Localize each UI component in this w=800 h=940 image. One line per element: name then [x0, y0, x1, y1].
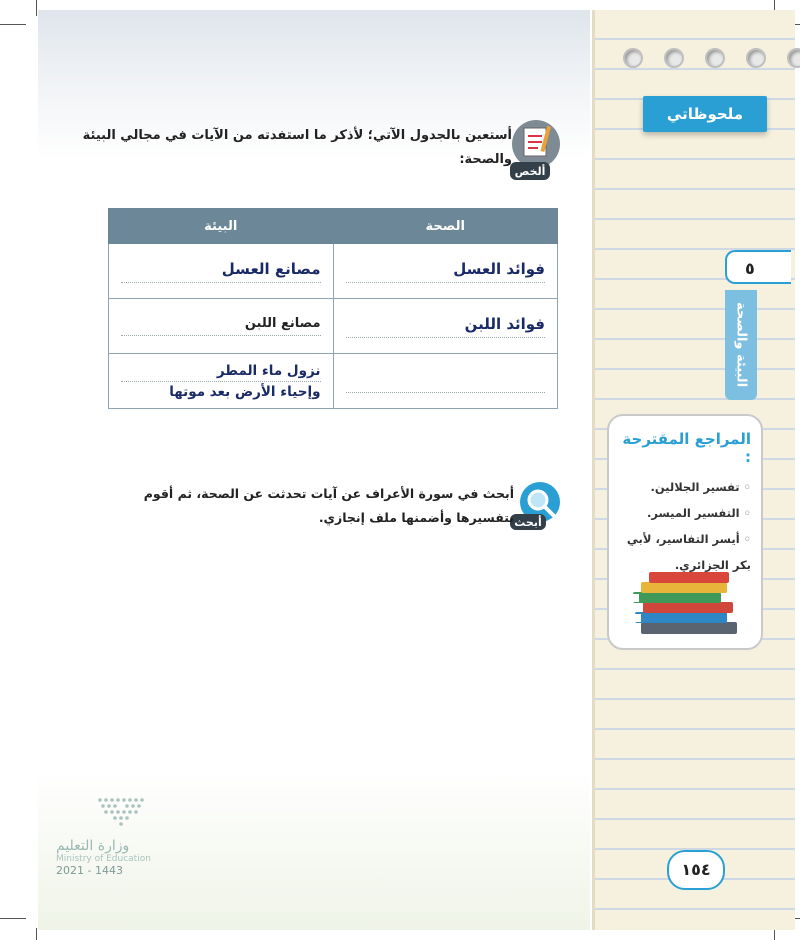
table-cell	[109, 299, 334, 354]
summarize-instruction: أستعين بالجدول الآتي؛ لأذكر ما استفدته من الآيات في مجالي البيئة والصحة:	[82, 128, 512, 167]
binder-hole	[623, 48, 643, 68]
column-header-health: الصحة	[333, 209, 558, 244]
crop-mark	[36, 0, 37, 16]
ministry-year: 2021 - 1443	[56, 864, 123, 877]
notes-sidebar	[592, 10, 795, 930]
table-cell	[333, 244, 558, 299]
binder-holes	[623, 48, 800, 68]
research-badge: أبحث	[514, 516, 542, 529]
reference-item: ◦ التفسير الميسر.	[617, 500, 751, 526]
page-number: ١٥٤	[667, 850, 725, 890]
crop-mark	[0, 24, 26, 25]
binder-hole	[705, 48, 725, 68]
unit-title-tab	[725, 290, 757, 400]
environment-answer: مصانع اللبن	[121, 316, 321, 336]
books-icon	[627, 568, 745, 638]
summarize-badge: ألخص	[514, 165, 546, 178]
ministry-name-ar: وزارة التعليم	[56, 838, 130, 854]
research-icon	[510, 480, 568, 532]
reference-item: ◦ تفسير الجلالين.	[617, 474, 751, 500]
column-header-environment: البيئة	[109, 209, 334, 244]
reference-item: ◦ أيسر التفاسير، لأبي بكر الجزائري.	[617, 526, 751, 578]
table-cell	[109, 354, 334, 409]
table-row	[109, 244, 558, 299]
unit-title: البيئة والصحة	[733, 302, 749, 388]
health-answer: فوائد العسل	[346, 260, 546, 283]
health-answer: فوائد اللبن	[346, 315, 546, 338]
health-environment-table	[108, 208, 558, 409]
suggested-references	[607, 414, 763, 650]
ministry-logo	[56, 796, 156, 877]
binder-hole	[746, 48, 766, 68]
notes-title: ملحوظاتي	[643, 96, 767, 132]
health-answer-empty	[346, 370, 546, 393]
environment-answer-line: نزول ماء المطر	[216, 362, 321, 379]
ministry-emblem-icon	[56, 796, 156, 830]
binder-hole	[664, 48, 684, 68]
environment-answer: مصانع العسل	[121, 260, 321, 283]
unit-number: ٥	[725, 250, 791, 284]
environment-answer-line: وإحياء الأرض بعد موتها	[121, 381, 321, 402]
crop-mark	[0, 918, 26, 919]
references-title: المراجع المقترحة :	[622, 430, 751, 466]
references-list	[617, 474, 751, 578]
research-instruction: أبحث في سورة الأعراف عن آيات تحدثت عن الصحة، ثم أقوم بتفسيرها وأضمنها ملف إنجازي.	[143, 486, 514, 525]
table-row	[109, 354, 558, 409]
summarize-icon	[508, 118, 560, 182]
table-cell	[333, 299, 558, 354]
table-cell	[109, 244, 334, 299]
table-row	[109, 299, 558, 354]
ministry-name-en: Ministry of Education	[56, 854, 151, 864]
table-cell	[333, 354, 558, 409]
binder-hole	[787, 48, 800, 68]
crop-mark	[36, 928, 37, 940]
